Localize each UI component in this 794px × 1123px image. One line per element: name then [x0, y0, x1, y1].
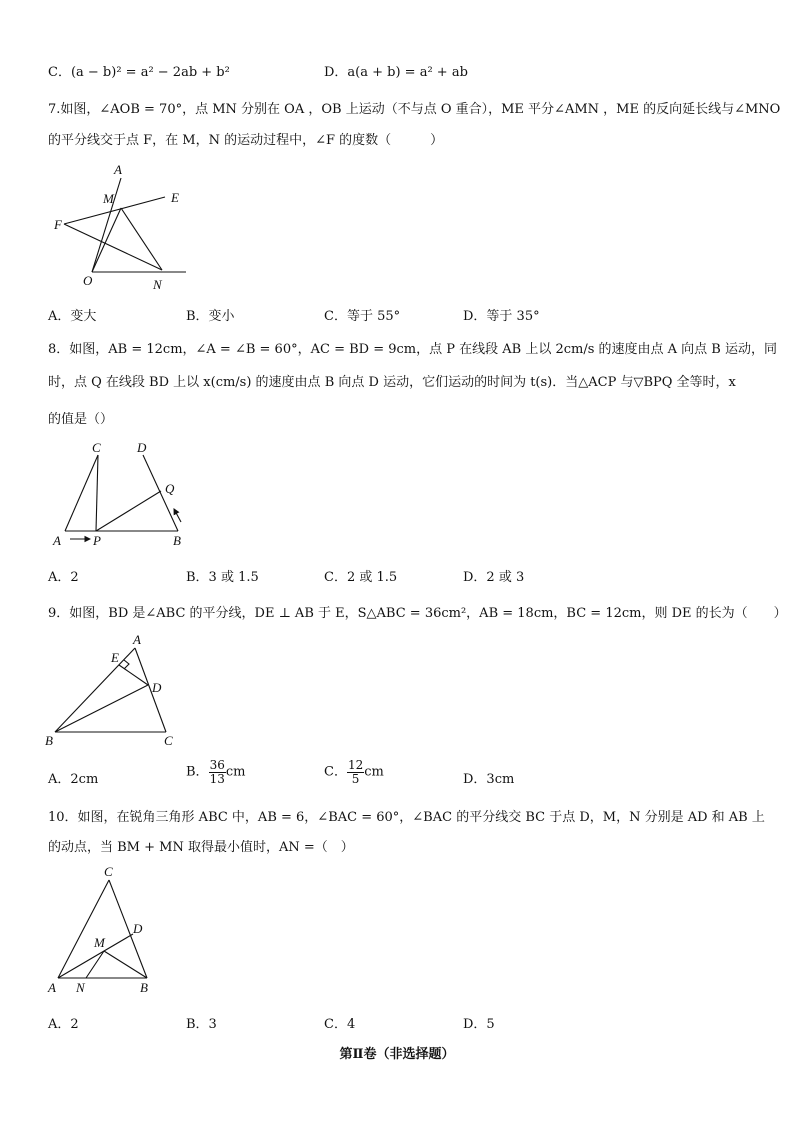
q10-label-c: C — [104, 864, 113, 879]
q10-figure — [44, 862, 164, 1000]
q8-segment-pq — [96, 491, 161, 531]
q10-stem-line1: 10．如图，在锐角三角形 ABC 中，AB = 6，∠BAC = 60°，∠BAC 的平分线交 BC 于点 D，M，N 分别是 AD 和 AB 上 — [48, 810, 765, 825]
q9-option-b-numerator: 36 — [209, 758, 225, 772]
q10-label-b: B — [140, 980, 148, 995]
section-title: 第Ⅱ卷（非选择题） — [339, 1047, 455, 1062]
q7-option-c: C．等于 55° — [324, 309, 401, 324]
q9-option-b-fraction — [209, 759, 226, 785]
q7-option-a: A．变大 — [48, 309, 97, 324]
q9-figure — [40, 632, 185, 750]
q7-option-d: D．等于 35° — [463, 309, 540, 324]
q7-option-b: B．变小 — [186, 309, 235, 324]
q8-stem-line2: 时，点 Q 在线段 BD 上以 x(cm/s) 的速度由点 B 向点 D 运动，它们运动的时间为 t(s)．当△ACP 与▽BPQ 全等时，x — [48, 375, 736, 390]
q7-stem-line1: 7.如图，∠AOB = 70°，点 MN 分别在 OA ，OB 上运动（不与点 O 重合），ME 平分∠AMN ，ME 的反向延长线与∠MNO — [48, 102, 781, 117]
q8-figure — [48, 438, 193, 553]
q10-label-n: N — [76, 980, 85, 995]
q9-label-b: B — [45, 733, 53, 748]
q8-option-b: B．3 或 1.5 — [186, 570, 259, 585]
q9-option-c-prefix: C． — [324, 764, 347, 780]
q10-option-b: B．3 — [186, 1017, 217, 1032]
q9-option-c-numerator: 12 — [347, 758, 364, 772]
q8-segment-cp — [96, 455, 98, 531]
q10-label-a: A — [48, 980, 56, 995]
q8-label-p: P — [93, 533, 101, 548]
q8-label-b: B — [173, 533, 181, 548]
q9-option-b-denominator: 13 — [209, 771, 225, 786]
q7-label-o: O — [83, 273, 93, 288]
q7-label-f: F — [54, 217, 62, 232]
q9-segment-bd — [55, 685, 148, 732]
q8-segment-ac — [65, 455, 98, 531]
q10-option-a: A．2 — [48, 1017, 79, 1032]
q9-label-a: A — [133, 632, 141, 647]
q10-segment-bm — [104, 951, 147, 978]
q9-label-e: E — [111, 650, 119, 665]
q8-option-d: D．2 或 3 — [463, 570, 525, 585]
q9-option-d: D．3cm — [463, 772, 515, 787]
q9-option-b — [186, 759, 245, 785]
q9-segment-ab — [55, 648, 135, 732]
q8-arrow-q — [174, 509, 181, 522]
q9-label-d: D — [152, 680, 162, 695]
q8-label-c: C — [92, 440, 101, 455]
q10-stem-line2: 的动点，当 BM + MN 取得最小值时，AN =（ ） — [48, 840, 354, 855]
q9-segment-de — [119, 665, 148, 685]
q9-option-c-fraction — [347, 759, 364, 785]
q7-label-a: A — [114, 162, 122, 177]
q10-label-d: D — [133, 921, 143, 936]
q10-option-d: D．5 — [463, 1017, 495, 1032]
q8-stem-line3: 的值是（） — [48, 412, 114, 427]
q8-option-a: A．2 — [48, 570, 79, 585]
q8-stem-line1: 8．如图，AB = 12cm，∠A = ∠B = 60°，AC = BD = 9cm，点 P 在线段 AB 上以 2cm/s 的速度由点 A 向点 B 运动，同 — [48, 342, 777, 357]
q7-segment-mo — [92, 208, 121, 272]
q8-label-a: A — [53, 533, 61, 548]
q8-label-d: D — [137, 440, 147, 455]
q9-option-a: A．2cm — [48, 772, 99, 787]
q9-right-angle-mark — [124, 660, 129, 669]
q10-label-m: M — [94, 935, 105, 950]
q8-label-q: Q — [165, 481, 175, 496]
q9-stem: 9．如图，BD 是∠ABC 的平分线，DE ⊥ AB 于 E，S△ABC = 36cm²，AB = 18cm，BC = 12cm，则 DE 的长为（ ） — [48, 606, 787, 621]
q7-figure — [40, 160, 200, 295]
q7-stem-line2: 的平分线交于点 F，在 M，N 的运动过程中，∠F 的度数（ ） — [48, 133, 444, 148]
q8-option-c: C．2 或 1.5 — [324, 570, 398, 585]
q7-label-n: N — [153, 277, 162, 292]
q6-option-c: C．(a − b)² = a² − 2ab + b² — [48, 65, 230, 80]
q9-option-c — [324, 759, 384, 785]
q9-option-b-unit: cm — [225, 764, 246, 780]
q6-option-d: D．a(a + b) = a² + ab — [324, 65, 468, 80]
q9-option-b-prefix: B． — [186, 764, 209, 780]
q7-label-e: E — [171, 190, 179, 205]
q10-option-c: C．4 — [324, 1017, 356, 1032]
q7-line-fe — [64, 197, 165, 224]
q9-option-c-denominator: 5 — [351, 771, 360, 786]
q9-option-c-unit: cm — [364, 764, 384, 780]
q9-label-c: C — [164, 733, 173, 748]
q7-label-m: M — [103, 191, 114, 206]
q10-segment-mn — [86, 951, 104, 978]
